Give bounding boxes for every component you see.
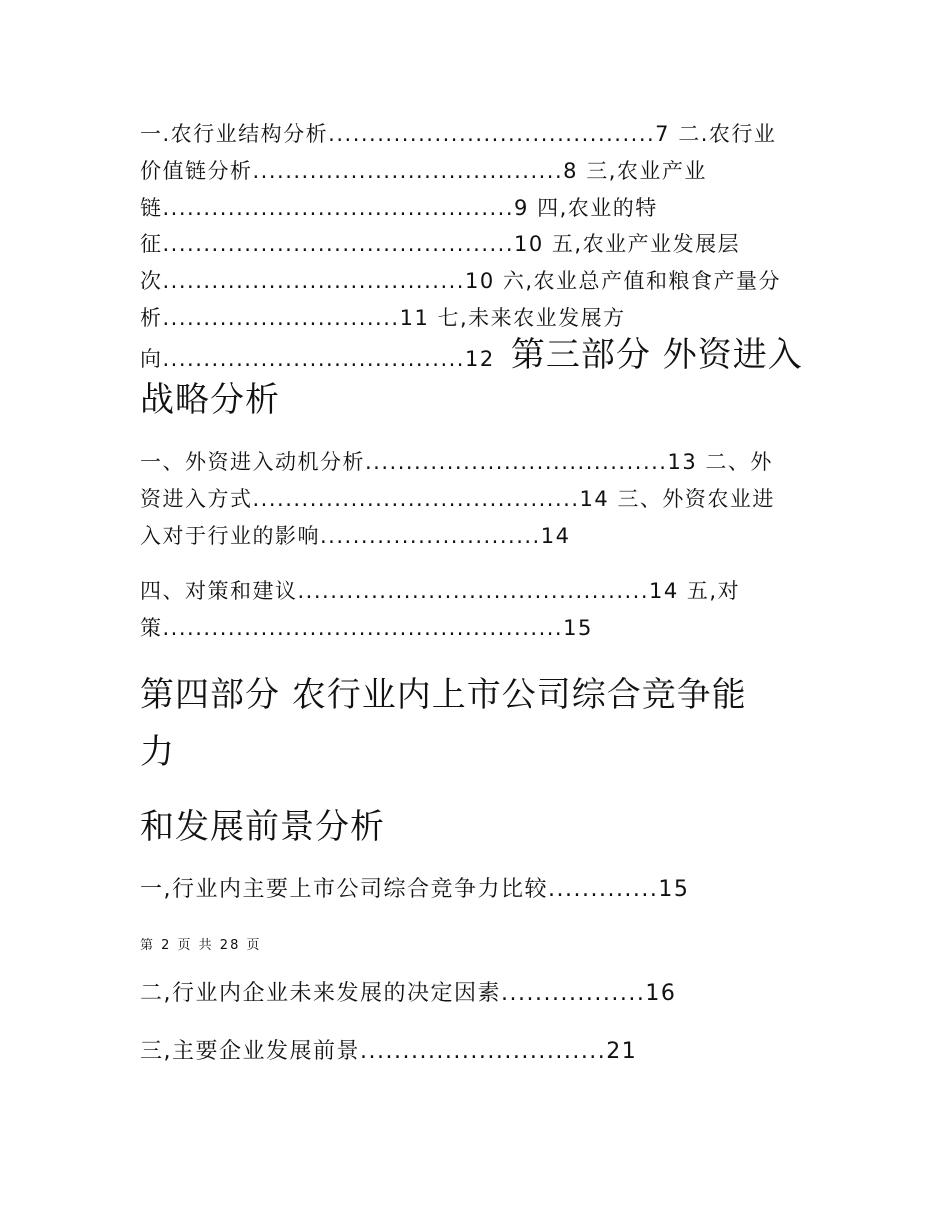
part3-title: 第三部分 外资进入: [510, 335, 803, 375]
part4-line-1: 一,行业内主要上市公司综合竞争力比较.............15: [140, 877, 690, 902]
toc-line-6: 析.............................11 七,未来农业发展方: [140, 306, 626, 330]
part3-line-3: 入对于行业的影响...........................14: [140, 524, 571, 548]
part3-line-1: 一、外资进入动机分析.....................................13 二、外: [140, 450, 773, 474]
toc-line-7: 向.....................................12: [140, 347, 495, 371]
part4-title-line-2: 力: [140, 732, 175, 772]
part3-title-continued: 战略分析: [140, 380, 280, 420]
page-footer: 第 2 页 共 28 页: [140, 938, 262, 953]
part3-line-2: 资进入方式........................................14 三、外资农业进: [140, 487, 775, 511]
toc-line-3: 链...........................................9 四,农业的特: [140, 196, 658, 220]
toc-line-5: 次.....................................10 六,农业总产值和粮食产量分: [140, 269, 782, 293]
toc-line-2: 价值链分析......................................8 三,农业产业: [140, 159, 707, 183]
part3-line-5: 策.................................................15: [140, 616, 593, 640]
part4-line-3: 三,主要企业发展前景.............................21: [140, 1039, 638, 1064]
part4-line-2: 二,行业内企业未来发展的决定因素.................16: [140, 981, 677, 1006]
toc-line-7-row: [140, 335, 803, 375]
part4-title-line-3: 和发展前景分析: [140, 807, 385, 847]
toc-line-4: 征...........................................10 五,农业产业发展层: [140, 232, 741, 256]
part3-line-4: 四、对策和建议...........................................14 五,对: [140, 579, 741, 603]
part4-title-line-1: 第四部分 农行业内上市公司综合竞争能: [140, 675, 747, 715]
toc-line-1: 一.农行业结构分析........................................7 二.农行业: [140, 122, 777, 146]
